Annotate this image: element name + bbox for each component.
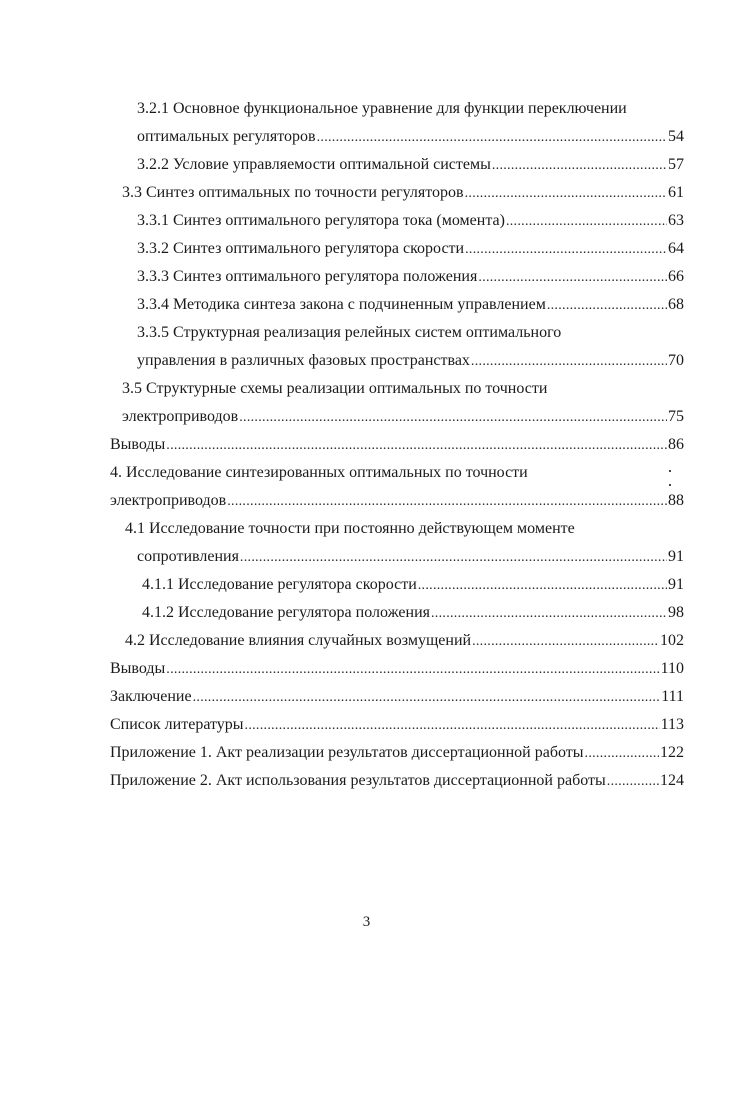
- toc-leader-dots: [227, 487, 667, 516]
- toc-entry-title: сопротивления: [137, 548, 239, 565]
- toc-entry-title: Приложение 2. Акт использования результатов диссертационной работы: [110, 772, 606, 789]
- toc-entry-title: 3.5 Структурные схемы реализации оптимальных по точности: [122, 380, 548, 397]
- toc-entry: [137, 95, 672, 123]
- toc-entry-title: Приложение 1. Акт реализации результатов диссертационной работы: [110, 744, 584, 761]
- toc-entry-title: 4.1 Исследование точности при постоянно действующем моменте: [125, 520, 575, 537]
- toc-entry-page: 64: [668, 240, 684, 257]
- toc-entry: [137, 235, 684, 263]
- toc-entry-page: 102: [660, 632, 684, 649]
- toc-entry-page: 66: [668, 268, 684, 285]
- toc-entry-title: 3.3 Синтез оптимальных по точности регуляторов: [122, 184, 464, 201]
- toc-entry: [110, 459, 580, 487]
- toc-entry-page: 91: [668, 576, 684, 593]
- toc-entry: [110, 767, 684, 795]
- toc-entry-title: 3.2.2 Условие управляемости оптимальной системы: [137, 156, 491, 173]
- toc-entry: [142, 571, 684, 599]
- toc-leader-dots: [607, 767, 659, 796]
- toc-entry-title: Выводы: [110, 436, 166, 453]
- toc-entry: [110, 711, 684, 739]
- toc-entry-page: 70: [668, 352, 684, 369]
- toc-leader-dots: [547, 291, 667, 320]
- toc-entry-title: 4. Исследование синтезированных оптимальных по точности: [110, 464, 528, 481]
- toc-entry: [110, 739, 684, 767]
- toc-leader-dots: [465, 179, 667, 208]
- toc-entry: [110, 655, 684, 683]
- page-number: 3: [362, 914, 371, 930]
- toc-entry-title: 3.3.2 Синтез оптимального регулятора скорости: [137, 240, 465, 257]
- toc-entry: [125, 515, 625, 543]
- toc-entry: [110, 431, 684, 459]
- toc-leader-dots: [317, 123, 667, 152]
- toc-entry: [122, 403, 684, 431]
- toc-entry: [137, 347, 684, 375]
- toc-entry-page: 57: [668, 156, 684, 173]
- toc-entry: [122, 375, 684, 403]
- toc-entry-title: 3.2.1 Основное функциональное уравнение для функции переключении: [137, 100, 627, 117]
- toc-entry: [137, 123, 684, 151]
- toc-leader-dots: [239, 403, 667, 432]
- toc-entry: [110, 487, 684, 515]
- toc-entry-title: Выводы: [110, 660, 166, 677]
- toc-entry: [137, 543, 684, 571]
- toc-leader-dots: [166, 431, 667, 460]
- toc-entry: [137, 319, 677, 347]
- toc-entry: [125, 627, 684, 655]
- toc-leader-dots: [492, 151, 667, 180]
- toc-entry-page: 122: [660, 744, 684, 761]
- toc-entry-page: 75: [668, 408, 684, 425]
- toc-entry-page: 110: [660, 660, 684, 677]
- toc-leader-dots: [193, 683, 661, 712]
- toc-leader-dots: [166, 655, 659, 684]
- toc-leader-dots: [418, 571, 667, 600]
- toc-entry-title: 3.3.5 Структурная реализация релейных систем оптимального: [137, 324, 562, 341]
- toc-entry-page: 91: [668, 548, 684, 565]
- toc-entry-page: 54: [668, 128, 684, 145]
- toc-entry-page: 124: [660, 772, 684, 789]
- toc-entry: [110, 683, 684, 711]
- toc-entry-page: 86: [668, 436, 684, 453]
- toc-entry-title: управления в различных фазовых пространствах: [137, 352, 470, 369]
- toc-leader-dots: [471, 347, 667, 376]
- toc-entry: [137, 291, 684, 319]
- toc-entry: [142, 599, 684, 627]
- toc-entry-title: 4.2 Исследование влияния случайных возмущений: [125, 632, 472, 649]
- toc-entry-title: оптимальных регуляторов: [137, 128, 316, 145]
- toc-leader-dots: [472, 627, 659, 656]
- toc-entry-title: электроприводов: [110, 492, 227, 509]
- toc-leader-dots: [478, 263, 667, 292]
- toc-entry-page: 88: [668, 492, 684, 509]
- toc-leader-dots: [245, 711, 660, 740]
- toc-entry-page: 111: [661, 688, 684, 705]
- toc-entry-title: Заключение: [110, 688, 192, 705]
- toc-entry: [137, 263, 684, 291]
- toc-entry-page: 63: [668, 212, 684, 229]
- toc-leader-dots: [240, 543, 667, 572]
- toc-leader-dots: [431, 599, 667, 628]
- toc-entry-title: 4.1.1 Исследование регулятора скорости: [142, 576, 417, 593]
- toc-entry-title: 3.3.3 Синтез оптимального регулятора положения: [137, 268, 478, 285]
- toc-entry-title: 4.1.2 Исследование регулятора положения: [142, 604, 430, 621]
- toc-entry-page: 68: [668, 296, 684, 313]
- toc-leader-dots: [465, 235, 667, 264]
- scan-speck: [669, 484, 671, 486]
- scan-speck: [669, 470, 671, 472]
- toc-entry: [122, 179, 684, 207]
- toc-entry-page: 98: [668, 604, 684, 621]
- toc-entry-page: 61: [668, 184, 684, 201]
- toc-entry-title: Список литературы: [110, 716, 244, 733]
- toc-entry-page: 113: [660, 716, 684, 733]
- toc-entry-title: электроприводов: [122, 408, 239, 425]
- toc-leader-dots: [585, 739, 659, 768]
- toc-entry: [137, 151, 684, 179]
- toc-leader-dots: [506, 207, 667, 236]
- toc-entry-title: 3.3.1 Синтез оптимального регулятора тока (момента): [137, 212, 505, 229]
- toc-entry: [137, 207, 684, 235]
- toc-entry-title: 3.3.4 Методика синтеза закона с подчиненным управлением: [137, 296, 546, 313]
